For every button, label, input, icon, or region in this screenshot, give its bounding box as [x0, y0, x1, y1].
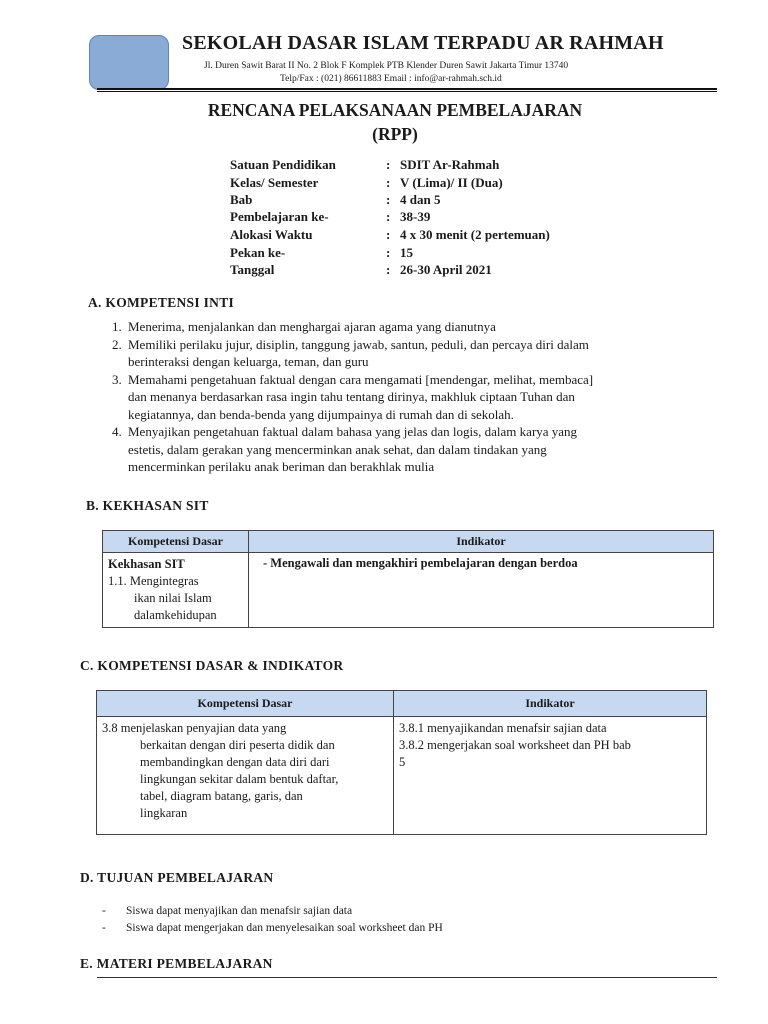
table-header-row	[97, 691, 707, 717]
school-logo	[89, 35, 169, 90]
kd-cell	[103, 553, 249, 628]
info-colon: :	[386, 245, 391, 260]
list-line: berinteraksi dengan keluarga, teman, dan guru	[128, 354, 369, 369]
table-row	[97, 717, 707, 835]
info-label: Pembelajaran ke-	[230, 209, 329, 224]
info-colon: :	[386, 209, 391, 224]
kekhasan-table	[102, 530, 714, 628]
document-subtitle: (RPP)	[372, 124, 418, 144]
list-item	[112, 318, 692, 336]
table-header-kd: Kompetensi Dasar	[103, 531, 249, 553]
info-colon: :	[386, 175, 391, 190]
school-name: SEKOLAH DASAR ISLAM TERPADU AR RAHMAH	[182, 32, 664, 54]
info-value: V (Lima)/ II (Dua)	[400, 175, 503, 190]
kd-indikator-table	[96, 690, 707, 835]
table-row	[103, 553, 714, 628]
list-number: 4.	[112, 424, 122, 439]
document-title: RENCANA PELAKSANAAN PEMBELAJARAN	[207, 100, 583, 120]
section-b-title: B. KEKHASAN SIT	[86, 498, 209, 513]
table-header-indikator: Indikator	[394, 691, 707, 717]
indikator-line: 3.8.2 mengerjakan soal worksheet dan PH bab	[399, 738, 631, 752]
info-label: Tanggal	[230, 262, 275, 277]
list-text: Siswa dapat mengerjakan dan menyelesaikan soal worksheet dan PH	[126, 922, 443, 934]
info-label: Alokasi Waktu	[230, 227, 313, 242]
list-text: Siswa dapat menyajikan dan menafsir sajian data	[126, 905, 353, 917]
list-line: Memahami pengetahuan faktual dengan cara mengamati [mendengar, melihat, membaca]	[128, 371, 594, 387]
list-number: 2.	[112, 336, 122, 352]
indikator-line: 5	[399, 755, 406, 769]
footer-divider	[97, 977, 717, 978]
kd-line: membandingkan dengan data diri dari	[140, 755, 330, 769]
list-number: 1.	[112, 319, 122, 334]
info-label: Satuan Pendidikan	[230, 157, 336, 172]
list-item	[112, 336, 692, 371]
list-line: mencerminkan perilaku anak beriman dan berakhlak mulia	[128, 459, 435, 474]
table-header-kd: Kompetensi Dasar	[97, 691, 394, 717]
list-line: Menerima, menjalankan dan menghargai ajaran agama yang dianutnya	[128, 319, 496, 334]
kd-title: Kekhasan SIT	[108, 557, 185, 571]
info-colon: :	[386, 192, 391, 207]
kd-line: berkaitan dengan diri peserta didik dan	[140, 738, 335, 752]
section-a-title: A. KOMPETENSI INTI	[88, 295, 235, 310]
kd-line: tabel, diagram batang, garis, dan	[140, 789, 303, 803]
kompetensi-inti-list	[112, 318, 692, 476]
list-dash: -	[102, 905, 106, 917]
indikator-line: 3.8.1 menyajikandan menafsir sajian data	[399, 721, 607, 735]
info-value: 26-30 April 2021	[400, 262, 492, 277]
list-item	[112, 423, 692, 476]
info-colon: :	[386, 227, 391, 242]
header-divider-thin	[97, 91, 717, 92]
school-address: Jl. Duren Sawit Barat II No. 2 Blok F Komplek PTB Klender Duren Sawit Jakarta Timur 13740	[204, 61, 569, 71]
info-label: Bab	[230, 192, 253, 207]
info-value: 4 dan 5	[400, 192, 441, 207]
list-line: Memiliki perilaku jujur, disiplin, tanggung jawab, santun, peduli, dan percaya diri dalam	[128, 336, 589, 352]
info-value: SDIT Ar-Rahmah	[400, 157, 500, 172]
info-colon: :	[386, 157, 391, 172]
section-e-title: E. MATERI PEMBELAJARAN	[80, 956, 273, 971]
info-label: Pekan ke-	[230, 245, 286, 260]
section-d-title: D. TUJUAN PEMBELAJARAN	[80, 870, 274, 885]
info-value: 38-39	[400, 209, 431, 224]
kd-line: lingkaran	[140, 806, 188, 820]
kd-line: lingkungan sekitar dalam bentuk daftar,	[140, 772, 339, 786]
list-line: estetis, dalam gerakan yang mencerminkan anak sehat, dan dalam tindakan yang	[128, 441, 547, 457]
indikator-cell: - Mengawali dan mengakhiri pembelajaran dengan berdoa	[249, 553, 714, 628]
kd-cell	[97, 717, 394, 835]
list-line: Menyajikan pengetahuan faktual dalam bahasa yang jelas dan logis, dalam karya yang	[128, 424, 578, 439]
info-value: 4 x 30 menit (2 pertemuan)	[400, 227, 550, 242]
list-line: kegiatannya, dan benda-benda yang dijumpainya di rumah dan di sekolah.	[128, 406, 514, 422]
list-line: dan menanya berdasarkan rasa ingin tahu tentang dirinya, makhluk ciptaan Tuhan dan	[128, 389, 575, 404]
kd-line: ikan nilai Islam	[134, 591, 212, 605]
school-contact: Telp/Fax : (021) 86611883 Email : info@ar-rahmah.sch.id	[280, 74, 502, 84]
indikator-cell	[394, 717, 707, 835]
kd-line: dalamkehidupan	[134, 608, 217, 622]
header-divider	[97, 88, 717, 90]
info-value: 15	[400, 245, 413, 260]
table-header-row	[103, 531, 714, 553]
table-header-indikator: Indikator	[249, 531, 714, 553]
list-number: 3.	[112, 371, 122, 387]
kd-line: 3.8 menjelaskan penyajian data yang	[102, 721, 287, 735]
list-dash: -	[102, 922, 106, 934]
info-colon: :	[386, 262, 391, 277]
list-item	[112, 371, 692, 424]
info-label: Kelas/ Semester	[230, 175, 319, 190]
section-c-title: C. KOMPETENSI DASAR & INDIKATOR	[80, 658, 344, 673]
kd-line: 1.1. Mengintegras	[108, 574, 199, 588]
